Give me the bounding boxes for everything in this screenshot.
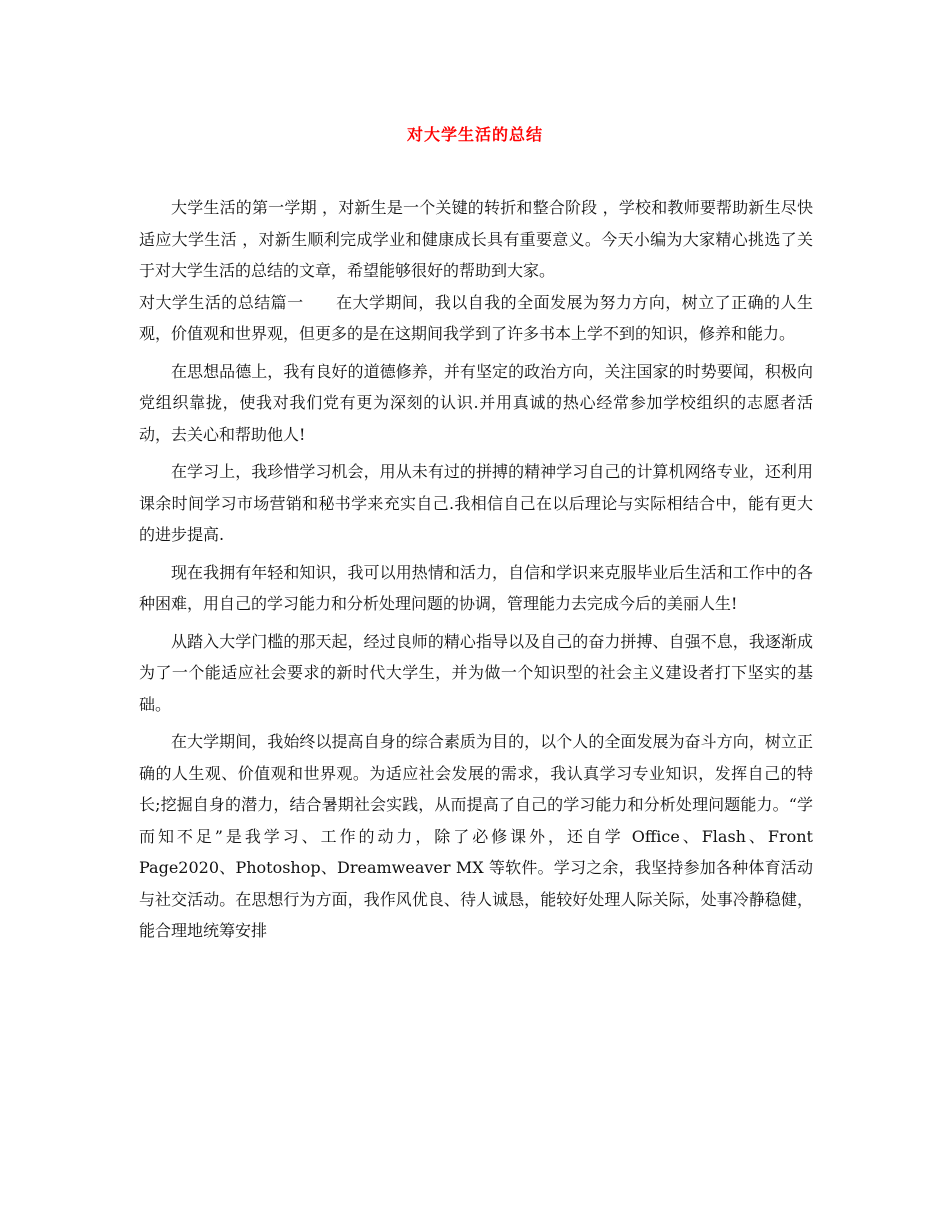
document-body [139,192,813,947]
paragraph-growth: 从踏入大学门槛的那天起，经过良师的精心指导以及自己的奋力拼搏、自强不息，我逐渐成为了一个能适应社会要求的新时代大学生，并为做一个知识型的社会主义建设者打下坚实的基础。 [139,631,813,714]
page-title: 对大学生活的总结 [406,125,543,144]
paragraph-section-one [139,287,813,350]
paragraph-future: 现在我拥有年轻和知识，我可以用热情和活力，自信和学识来克服毕业后生活和工作中的各种困难，用自己的学习能力和分析处理问题的协调，管理能力去完成今后的美丽人生! [139,562,813,613]
paragraph-text: 在大学期间，我以自我的全面发展为努力方向，树立了正确的人生观，价值观和世界观，但更多的是在这期间我学到了许多书本上学不到的知识，修养和能力。 [139,292,813,343]
paragraph-intro: 大学生活的第一学期 ，对新生是一个关键的转折和整合阶段 ，学校和教师要帮助新生尽快适应大学生活 ，对新生顺利完成学业和健康成长具有重要意义。今天小编为大家精心挑选了关于对大学生活的总结的文章，希望能够很好的帮助到大家。 [139,198,813,280]
section-heading: 对大学生活的总结篇一 [139,292,304,312]
paragraph-moral: 在思想品德上，我有良好的道德修养，并有坚定的政治方向，关注国家的时势要闻，积极向党组织靠拢，使我对我们党有更为深刻的认识.并用真诚的热心经常参加学校组织的志愿者活动，去关心和帮助他人! [139,361,813,444]
paragraph-university: 在大学期间，我始终以提高自身的综合素质为目的，以个人的全面发展为奋斗方向，树立正确的人生观、价值观和世界观。为适应社会发展的需求，我认真学习专业知识，发挥自己的特长;挖掘自身的潜力，结合暑期社会实践，从而提高了自己的学习能力和分析处理问题能力。“学而知不足”是我学习、工作的动力，除了必修课外，还自学 Office、Flash、Front Page2020、Photoshop、Dreamweaver MX 等软件。学习之余，我坚持参加各种体育活动与社交活动。在思想行为方面，我作风优良、待人诚恳，能较好处理人际关际，处事冷静稳健，能合理地统筹安排 [139,732,813,940]
paragraph-study: 在学习上，我珍惜学习机会，用从未有过的拼搏的精神学习自己的计算机网络专业，还利用课余时间学习市场营销和秘书学来充实自己.我相信自己在以后理论与实际相结合中，能有更大的进步提高. [139,462,813,544]
